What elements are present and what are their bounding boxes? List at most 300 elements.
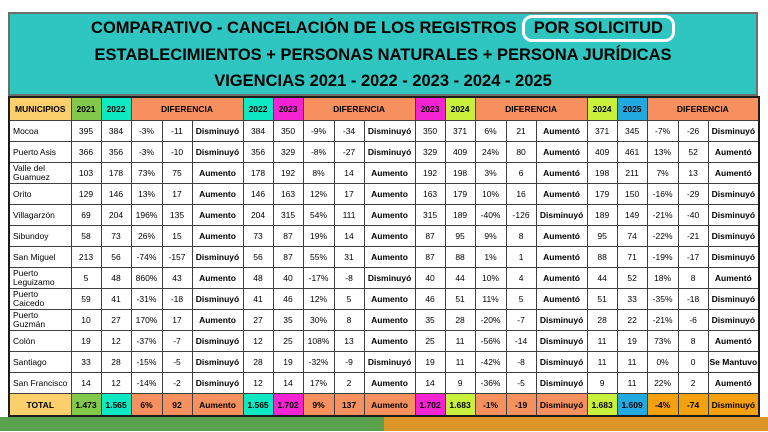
pct-cell: 7% [647, 163, 678, 184]
total-value-cell: 1.565 [101, 394, 131, 417]
year-value-cell: 25 [415, 331, 445, 352]
diff-cell: 15 [162, 226, 192, 247]
year-value-cell: 33 [617, 289, 647, 310]
status-cell: Disminuyó [708, 310, 759, 331]
year-value-cell: 356 [243, 142, 273, 163]
year-value-cell: 41 [101, 289, 131, 310]
title-line-3: VIGENCIAS 2021 - 2022 - 2023 - 2024 - 2025 [214, 71, 552, 90]
status-cell: Disminuyó [708, 289, 759, 310]
pct-cell: -36% [475, 373, 506, 394]
year-value-cell: 371 [445, 121, 475, 142]
title-text-main: COMPARATIVO - CANCELACIÓN DE LOS REGISTROS [91, 18, 517, 37]
status-cell: Aumento [192, 310, 243, 331]
table-row [9, 247, 759, 268]
year-header-2023: 2023 [415, 97, 445, 121]
year-value-cell: 25 [273, 331, 303, 352]
table-row [9, 352, 759, 373]
year-value-cell: 9 [587, 373, 617, 394]
diff-cell: 31 [334, 247, 364, 268]
pct-cell: 18% [647, 268, 678, 289]
total-value-cell: 1.683 [587, 394, 617, 417]
diferencia-header: DIFERENCIA [475, 97, 587, 121]
year-value-cell: 103 [71, 163, 101, 184]
diff-cell: 75 [162, 163, 192, 184]
pct-cell: -21% [647, 310, 678, 331]
diff-cell: 14 [334, 163, 364, 184]
status-cell: Aumento [192, 163, 243, 184]
year-value-cell: 11 [587, 331, 617, 352]
year-value-cell: 71 [617, 247, 647, 268]
status-cell: Disminuyó [192, 121, 243, 142]
year-value-cell: 46 [273, 289, 303, 310]
year-value-cell: 95 [587, 226, 617, 247]
total-value-cell: 1.702 [273, 394, 303, 417]
year-value-cell: 56 [101, 247, 131, 268]
table-row [9, 184, 759, 205]
status-cell: Aumentó [536, 121, 587, 142]
total-value-cell: 1.609 [617, 394, 647, 417]
municipio-cell: Valle del Guamuez [9, 163, 71, 184]
total-pct-cell: -1% [475, 394, 506, 417]
year-value-cell: 11 [587, 352, 617, 373]
year-value-cell: 44 [445, 268, 475, 289]
year-value-cell: 189 [445, 205, 475, 226]
pct-cell: 24% [475, 142, 506, 163]
year-value-cell: 14 [273, 373, 303, 394]
footer-bar [0, 417, 768, 431]
status-cell: Se Mantuvo [708, 352, 759, 373]
year-value-cell: 44 [587, 268, 617, 289]
status-cell: Disminuyó [364, 268, 415, 289]
year-value-cell: 10 [71, 310, 101, 331]
year-value-cell: 46 [415, 289, 445, 310]
total-diff-cell: -19 [506, 394, 536, 417]
diff-cell: 4 [506, 268, 536, 289]
status-cell: Aumentó [708, 142, 759, 163]
year-value-cell: 204 [101, 205, 131, 226]
total-status-cell: Disminuyó [536, 394, 587, 417]
total-value-cell: 1.702 [415, 394, 445, 417]
year-value-cell: 146 [101, 184, 131, 205]
year-value-cell: 56 [243, 247, 273, 268]
year-value-cell: 149 [617, 205, 647, 226]
status-cell: Aumento [364, 205, 415, 226]
year-value-cell: 12 [101, 331, 131, 352]
pct-cell: -16% [647, 184, 678, 205]
total-pct-cell: -4% [647, 394, 678, 417]
status-cell: Disminuyó [192, 142, 243, 163]
status-cell: Disminuyó [708, 247, 759, 268]
title-line-2: ESTABLECIMIENTOS + PERSONAS NATURALES + PERSONA JURÍDICAS [94, 45, 672, 64]
status-cell: Disminuyó [536, 310, 587, 331]
pct-cell: 30% [303, 310, 334, 331]
status-cell: Disminuyó [192, 331, 243, 352]
status-cell: Aumentó [708, 163, 759, 184]
pct-cell: 6% [475, 121, 506, 142]
year-value-cell: 22 [617, 310, 647, 331]
year-value-cell: 40 [273, 268, 303, 289]
pct-cell: 11% [475, 289, 506, 310]
diff-cell: 0 [678, 352, 708, 373]
table-row [9, 142, 759, 163]
year-value-cell: 315 [273, 205, 303, 226]
year-value-cell: 35 [273, 310, 303, 331]
status-cell: Disminuyó [536, 352, 587, 373]
year-value-cell: 366 [71, 142, 101, 163]
municipio-cell: Orito [9, 184, 71, 205]
year-value-cell: 12 [101, 373, 131, 394]
status-cell: Disminuyó [192, 247, 243, 268]
table-row [9, 268, 759, 289]
pct-cell: -3% [131, 121, 162, 142]
pct-cell: -15% [131, 352, 162, 373]
municipio-cell: Sibundoy [9, 226, 71, 247]
table-row [9, 163, 759, 184]
year-value-cell: 12 [243, 373, 273, 394]
year-value-cell: 69 [71, 205, 101, 226]
diff-cell: 21 [506, 121, 536, 142]
year-value-cell: 163 [273, 184, 303, 205]
pct-cell: 12% [303, 289, 334, 310]
diferencia-header: DIFERENCIA [131, 97, 243, 121]
footer-green-segment [0, 417, 384, 431]
status-cell: Aumentó [708, 331, 759, 352]
pct-cell: -37% [131, 331, 162, 352]
status-cell: Disminuyó [364, 121, 415, 142]
pct-cell: 3% [475, 163, 506, 184]
table-row [9, 226, 759, 247]
diff-cell: 8 [506, 226, 536, 247]
pct-cell: -8% [303, 142, 334, 163]
pct-cell: 10% [475, 184, 506, 205]
total-pct-cell: 6% [131, 394, 162, 417]
diff-cell: -26 [678, 121, 708, 142]
year-value-cell: 87 [415, 247, 445, 268]
year-value-cell: 129 [71, 184, 101, 205]
pct-cell: -17% [303, 268, 334, 289]
year-value-cell: 163 [415, 184, 445, 205]
year-value-cell: 329 [273, 142, 303, 163]
pct-cell: -19% [647, 247, 678, 268]
diff-cell: -27 [334, 142, 364, 163]
status-cell: Aumentó [536, 184, 587, 205]
diff-cell: 135 [162, 205, 192, 226]
year-value-cell: 27 [101, 310, 131, 331]
diff-cell: -18 [678, 289, 708, 310]
year-value-cell: 58 [71, 226, 101, 247]
year-value-cell: 371 [587, 121, 617, 142]
diff-cell: -5 [162, 352, 192, 373]
pct-cell: -31% [131, 289, 162, 310]
diff-cell: 13 [678, 163, 708, 184]
municipios-header: MUNICIPIOS [9, 97, 71, 121]
diff-cell: -157 [162, 247, 192, 268]
pct-cell: 108% [303, 331, 334, 352]
diff-cell: -2 [162, 373, 192, 394]
year-header-2021: 2021 [71, 97, 101, 121]
status-cell: Disminuyó [708, 121, 759, 142]
municipio-cell: Colón [9, 331, 71, 352]
pct-cell: 22% [647, 373, 678, 394]
pct-cell: 17% [303, 373, 334, 394]
year-value-cell: 95 [445, 226, 475, 247]
year-value-cell: 73 [243, 226, 273, 247]
status-cell: Aumento [364, 184, 415, 205]
total-value-cell: 1.473 [71, 394, 101, 417]
year-header-2024: 2024 [445, 97, 475, 121]
municipio-cell: Santiago [9, 352, 71, 373]
year-value-cell: 198 [445, 163, 475, 184]
year-value-cell: 11 [617, 352, 647, 373]
municipio-cell: Puerto Asis [9, 142, 71, 163]
year-value-cell: 178 [101, 163, 131, 184]
status-cell: Aumentó [536, 163, 587, 184]
year-value-cell: 28 [587, 310, 617, 331]
status-cell: Aumento [364, 247, 415, 268]
pct-cell: 170% [131, 310, 162, 331]
year-value-cell: 409 [587, 142, 617, 163]
diff-cell: -8 [334, 268, 364, 289]
status-cell: Disminuyó [364, 142, 415, 163]
diff-cell: 5 [334, 289, 364, 310]
pct-cell: 73% [647, 331, 678, 352]
year-value-cell: 384 [243, 121, 273, 142]
status-cell: Aumento [364, 289, 415, 310]
year-header-2024: 2024 [587, 97, 617, 121]
status-cell: Aumentó [536, 142, 587, 163]
year-value-cell: 213 [71, 247, 101, 268]
year-value-cell: 211 [617, 163, 647, 184]
year-value-cell: 350 [415, 121, 445, 142]
diff-cell: 5 [506, 289, 536, 310]
status-cell: Aumento [364, 163, 415, 184]
year-value-cell: 192 [273, 163, 303, 184]
year-value-cell: 28 [445, 310, 475, 331]
diff-cell: -10 [162, 142, 192, 163]
municipio-cell: San Miguel [9, 247, 71, 268]
year-value-cell: 461 [617, 142, 647, 163]
year-value-cell: 9 [445, 373, 475, 394]
total-label: TOTAL [9, 394, 71, 417]
diferencia-header: DIFERENCIA [647, 97, 759, 121]
diff-cell: 80 [506, 142, 536, 163]
pct-cell: 196% [131, 205, 162, 226]
status-cell: Aumento [192, 226, 243, 247]
year-value-cell: 150 [617, 184, 647, 205]
status-cell: Disminuyó [192, 352, 243, 373]
year-value-cell: 14 [71, 373, 101, 394]
year-value-cell: 356 [101, 142, 131, 163]
status-cell: Disminuyó [708, 184, 759, 205]
diff-cell: 2 [678, 373, 708, 394]
year-value-cell: 35 [415, 310, 445, 331]
status-cell: Disminuyó [536, 331, 587, 352]
year-value-cell: 41 [243, 289, 273, 310]
table-row [9, 310, 759, 331]
year-value-cell: 315 [415, 205, 445, 226]
table-row [9, 121, 759, 142]
pct-cell: -42% [475, 352, 506, 373]
year-value-cell: 179 [587, 184, 617, 205]
year-value-cell: 146 [243, 184, 273, 205]
pct-cell: -3% [131, 142, 162, 163]
pct-cell: -21% [647, 205, 678, 226]
pct-cell: 860% [131, 268, 162, 289]
municipio-cell: Villagarzón [9, 205, 71, 226]
pct-cell: 19% [303, 226, 334, 247]
pct-cell: -20% [475, 310, 506, 331]
status-cell: Aumento [364, 373, 415, 394]
pct-cell: -35% [647, 289, 678, 310]
pct-cell: 10% [475, 268, 506, 289]
year-value-cell: 73 [101, 226, 131, 247]
status-cell: Aumento [192, 268, 243, 289]
pct-cell: -7% [647, 121, 678, 142]
table-row [9, 331, 759, 352]
diff-cell: 8 [334, 310, 364, 331]
year-header-2025: 2025 [617, 97, 647, 121]
total-status-cell: Aumento [364, 394, 415, 417]
diff-cell: 17 [334, 184, 364, 205]
diff-cell: -126 [506, 205, 536, 226]
pct-cell: 9% [475, 226, 506, 247]
year-value-cell: 11 [445, 331, 475, 352]
total-diff-cell: 92 [162, 394, 192, 417]
total-pct-cell: 9% [303, 394, 334, 417]
pct-cell: 13% [131, 184, 162, 205]
diff-cell: -21 [678, 226, 708, 247]
total-status-cell: Disminuyó [708, 394, 759, 417]
diff-cell: 2 [334, 373, 364, 394]
diff-cell: -6 [678, 310, 708, 331]
year-value-cell: 384 [101, 121, 131, 142]
pct-cell: 12% [303, 184, 334, 205]
pct-cell: 26% [131, 226, 162, 247]
title-box [8, 12, 758, 96]
pct-cell: 8% [303, 163, 334, 184]
year-value-cell: 88 [445, 247, 475, 268]
pct-cell: -14% [131, 373, 162, 394]
diff-cell: 17 [162, 310, 192, 331]
year-value-cell: 48 [101, 268, 131, 289]
pct-cell: -74% [131, 247, 162, 268]
year-value-cell: 51 [445, 289, 475, 310]
status-cell: Aumento [364, 310, 415, 331]
total-diff-cell: 137 [334, 394, 364, 417]
pct-cell: 55% [303, 247, 334, 268]
total-value-cell: 1.565 [243, 394, 273, 417]
year-value-cell: 178 [243, 163, 273, 184]
status-cell: Disminuyó [708, 226, 759, 247]
year-value-cell: 189 [587, 205, 617, 226]
diff-cell: -40 [678, 205, 708, 226]
status-cell: Aumentó [536, 268, 587, 289]
year-value-cell: 204 [243, 205, 273, 226]
year-value-cell: 345 [617, 121, 647, 142]
year-value-cell: 5 [71, 268, 101, 289]
pct-cell: 54% [303, 205, 334, 226]
diferencia-header: DIFERENCIA [303, 97, 415, 121]
footer-orange-segment [384, 417, 768, 431]
year-value-cell: 59 [71, 289, 101, 310]
status-cell: Disminuyó [536, 373, 587, 394]
year-value-cell: 179 [445, 184, 475, 205]
diff-cell: 52 [678, 142, 708, 163]
status-cell: Aumento [192, 205, 243, 226]
diff-cell: -5 [506, 373, 536, 394]
total-diff-cell: -74 [678, 394, 708, 417]
year-value-cell: 409 [445, 142, 475, 163]
diff-cell: -29 [678, 184, 708, 205]
year-value-cell: 19 [617, 331, 647, 352]
year-value-cell: 28 [101, 352, 131, 373]
header-row [9, 97, 759, 121]
year-value-cell: 87 [273, 226, 303, 247]
year-value-cell: 52 [617, 268, 647, 289]
diff-cell: 17 [162, 184, 192, 205]
municipio-cell: Puerto Caicedo [9, 289, 71, 310]
year-value-cell: 33 [71, 352, 101, 373]
diff-cell: 6 [506, 163, 536, 184]
total-value-cell: 1.683 [445, 394, 475, 417]
year-value-cell: 74 [617, 226, 647, 247]
year-value-cell: 19 [273, 352, 303, 373]
status-cell: Disminuyó [364, 352, 415, 373]
diff-cell: 16 [506, 184, 536, 205]
diff-cell: -8 [506, 352, 536, 373]
municipio-cell: Mocoa [9, 121, 71, 142]
year-value-cell: 19 [415, 352, 445, 373]
year-value-cell: 48 [243, 268, 273, 289]
diff-cell: -14 [506, 331, 536, 352]
status-cell: Disminuyó [192, 373, 243, 394]
year-value-cell: 87 [415, 226, 445, 247]
table-row [9, 205, 759, 226]
year-header-2022: 2022 [243, 97, 273, 121]
status-cell: Aumento [192, 184, 243, 205]
diff-cell: 111 [334, 205, 364, 226]
municipio-cell: San Francisco [9, 373, 71, 394]
year-value-cell: 40 [415, 268, 445, 289]
year-header-2023: 2023 [273, 97, 303, 121]
pct-cell: 73% [131, 163, 162, 184]
year-value-cell: 27 [243, 310, 273, 331]
status-cell: Aumento [364, 226, 415, 247]
year-value-cell: 395 [71, 121, 101, 142]
total-status-cell: Aumento [192, 394, 243, 417]
diff-cell: 13 [334, 331, 364, 352]
year-value-cell: 350 [273, 121, 303, 142]
year-value-cell: 14 [415, 373, 445, 394]
comparison-table [8, 96, 760, 417]
municipio-cell: Puerto Guzmán [9, 310, 71, 331]
year-header-2022: 2022 [101, 97, 131, 121]
status-cell: Disminuyó [536, 205, 587, 226]
table-row [9, 373, 759, 394]
year-value-cell: 19 [71, 331, 101, 352]
status-cell: Aumentó [536, 247, 587, 268]
status-cell: Disminuyó [708, 205, 759, 226]
status-cell: Aumentó [708, 373, 759, 394]
year-value-cell: 87 [273, 247, 303, 268]
status-cell: Aumentó [536, 226, 587, 247]
year-value-cell: 12 [243, 331, 273, 352]
year-value-cell: 88 [587, 247, 617, 268]
diff-cell: 1 [506, 247, 536, 268]
pct-cell: -32% [303, 352, 334, 373]
year-value-cell: 11 [445, 352, 475, 373]
diff-cell: 8 [678, 331, 708, 352]
